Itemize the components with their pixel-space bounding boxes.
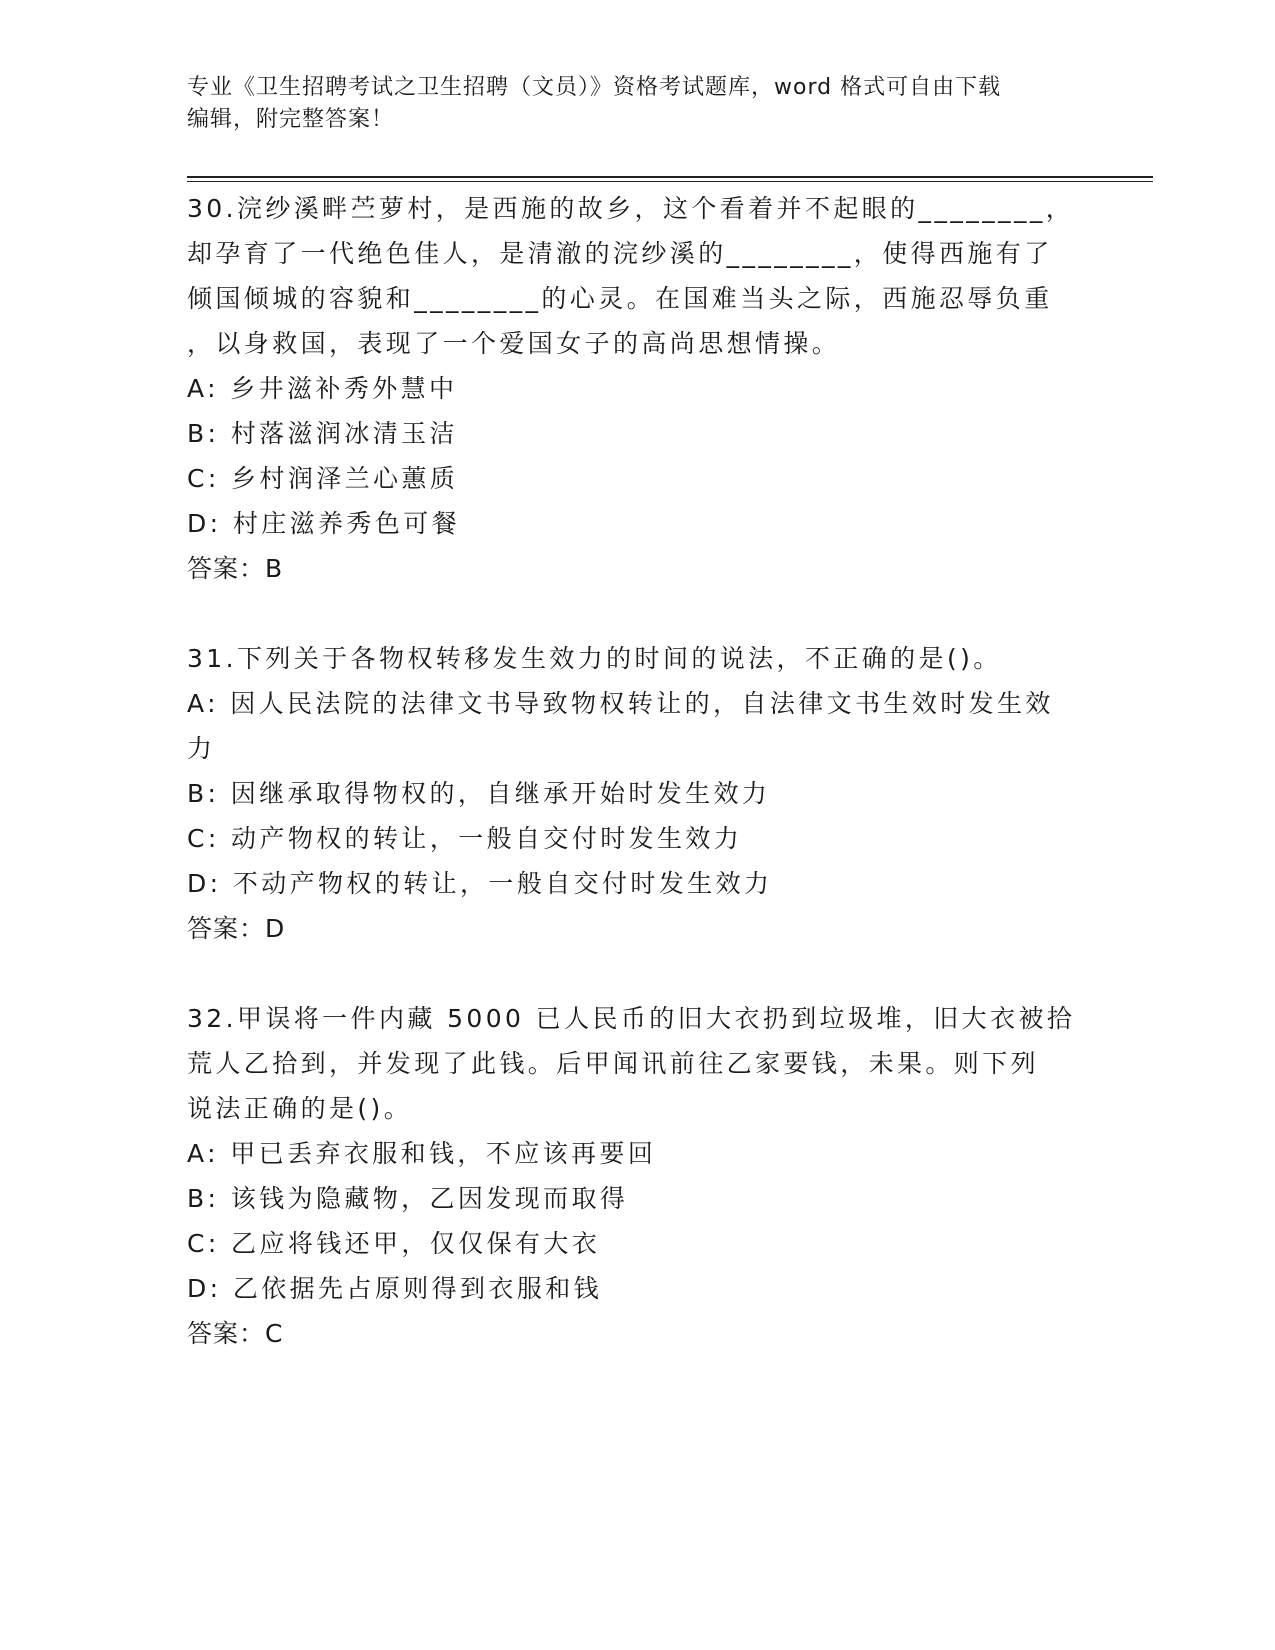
option-b: B: 因继承取得物权的，自继承开始时发生效力 bbox=[187, 779, 771, 808]
option-a-continuation: 力 bbox=[187, 734, 216, 763]
option-a: A: 因人民法院的法律文书导致物权转让的，自法律文书生效时发生效 bbox=[187, 689, 1054, 718]
option-a: A: 乡井滋补秀外慧中 bbox=[187, 374, 458, 403]
header-divider bbox=[187, 176, 1153, 178]
option-d: D: 乙依据先占原则得到衣服和钱 bbox=[187, 1274, 603, 1303]
option-d: D: 不动产物权的转让，一般自交付时发生效力 bbox=[187, 869, 773, 898]
header-divider-thin bbox=[187, 181, 1153, 182]
option-c: C: 乙应将钱还甲，仅仅保有大衣 bbox=[187, 1229, 601, 1258]
question-stem-line: 荒人乙拾到，并发现了此钱。后甲闻讯前往乙家要钱，未果。则下列 bbox=[187, 1049, 1040, 1078]
option-d: D: 村庄滋养秀色可餐 bbox=[187, 509, 461, 538]
document-header bbox=[187, 72, 1087, 136]
question-stem-line: 31.下列关于各物权转移发生效力的时间的说法，不正确的是()。 bbox=[187, 644, 1002, 673]
header-line: 专业《卫生招聘考试之卫生招聘（文员）》资格考试题库，word 格式可自由下载 bbox=[187, 75, 1002, 100]
option-b: B: 村落滋润冰清玉洁 bbox=[187, 419, 458, 448]
question-stem-line: 说法正确的是()。 bbox=[187, 1094, 413, 1123]
question-32 bbox=[187, 996, 1087, 1356]
question-stem-line: 30.浣纱溪畔苎萝村，是西施的故乡，这个看着并不起眼的________， bbox=[187, 194, 1075, 223]
question-30 bbox=[187, 186, 1087, 591]
option-c: C: 乡村润泽兰心蕙质 bbox=[187, 464, 459, 493]
question-stem-line: 却孕育了一代绝色佳人，是清澈的浣纱溪的________，使得西施有了 bbox=[187, 239, 1053, 268]
question-stem-line: 倾国倾城的容貌和________的心灵。在国难当头之际，西施忍辱负重 bbox=[187, 284, 1053, 313]
header-line: 编辑，附完整答案！ bbox=[187, 107, 395, 132]
question-stem-line: ，以身救国，表现了一个爱国女子的高尚思想情操。 bbox=[187, 329, 841, 358]
question-31 bbox=[187, 636, 1087, 951]
question-stem-line: 32.甲误将一件内藏 5000 已人民币的旧大衣扔到垃圾堆，旧大衣被拾 bbox=[187, 1004, 1076, 1033]
answer: 答案：B bbox=[187, 554, 284, 583]
option-b: B: 该钱为隐藏物，乙因发现而取得 bbox=[187, 1184, 629, 1213]
answer: 答案：C bbox=[187, 1319, 284, 1348]
answer: 答案：D bbox=[187, 914, 286, 943]
option-a: A: 甲已丢弃衣服和钱，不应该再要回 bbox=[187, 1139, 657, 1168]
option-c: C: 动产物权的转让，一般自交付时发生效力 bbox=[187, 824, 743, 853]
